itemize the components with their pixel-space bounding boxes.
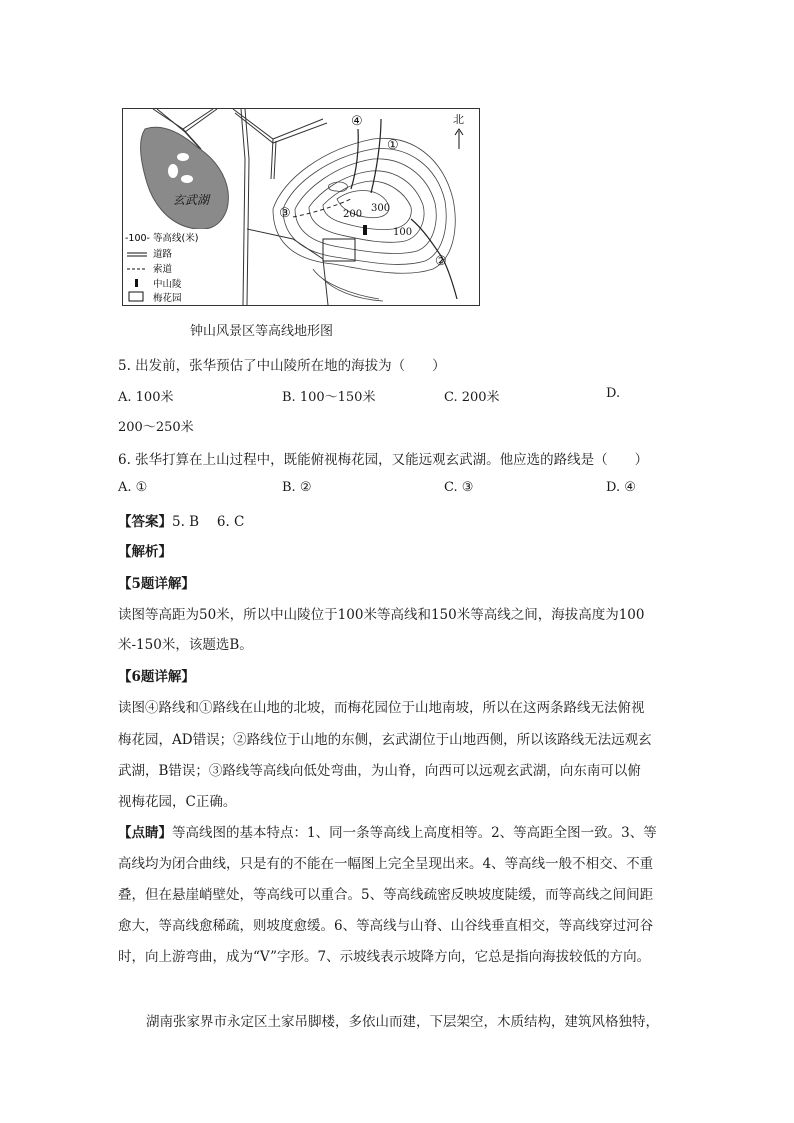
north-arrow-icon <box>455 129 463 149</box>
legend-text-road: 道路 <box>153 249 173 260</box>
q5-detail-label: 【5题详解】 <box>118 576 195 592</box>
answer-label: 【答案】 <box>118 514 172 530</box>
q5-option-c: C. 200米 <box>444 390 500 405</box>
contour-label-100: 100 <box>393 227 413 238</box>
q6-detail-line-2: 梅花园，AD错误；②路线位于山地的东侧，玄武湖位于山地西侧，所以该路线无法远观玄 <box>118 732 652 748</box>
q6-option-d: D. ④ <box>606 480 636 495</box>
tips-text-1: 等高线图的基本特点：1、同一条等高线上高度相等。2、等高距全图一致。3、等 <box>172 825 657 841</box>
route-label-2: ② <box>435 254 447 269</box>
contour-label-200: 200 <box>343 209 363 220</box>
q6-detail-label: 【6题详解】 <box>118 669 195 685</box>
q5-option-d-value: 200～250米 <box>118 420 194 435</box>
legend-text-mausoleum: 中山陵 <box>153 279 182 290</box>
answer-line <box>118 510 244 530</box>
q5-detail-line-1: 读图等高距为50米，所以中山陵位于100米等高线和150米等高线之间，海拔高度为100 <box>118 607 645 623</box>
q5-option-b: B. 100～150米 <box>282 390 376 405</box>
route-label-4: ④ <box>351 114 363 129</box>
contour-map-figure <box>122 108 480 306</box>
tips-line-2: 高线均为闭合曲线，只是有的不能在一幅图上完全呈现出来。4、等高线一般不相交、不重 <box>118 856 654 872</box>
q6-option-c: C. ③ <box>444 480 474 495</box>
mausoleum-marker <box>363 225 367 235</box>
route-label-3: ③ <box>279 206 291 221</box>
map-caption: 钟山风景区等高线地形图 <box>190 324 334 339</box>
map-legend <box>123 229 241 305</box>
tips-line-5: 时，向上游弯曲，成为“V”字形。7、示坡线表示坡降方向，它总是指向海拔较低的方向。 <box>118 949 651 965</box>
tips-line-1 <box>118 821 657 841</box>
route-label-1: ① <box>387 138 399 153</box>
next-passage: 湖南张家界市永定区土家吊脚楼，多依山而建，下层架空，木质结构，建筑风格独特， <box>146 1014 659 1030</box>
q6-detail-line-4: 视梅花园，C正确。 <box>118 794 237 810</box>
answer-text: 5. B 6. C <box>172 514 245 530</box>
legend-text-cableway: 索道 <box>153 264 173 275</box>
q6-detail-line-3: 武湖，B错误；③路线等高线向低处弯曲，为山脊，向西可以远观玄武湖，向东南可以俯 <box>118 763 641 779</box>
contour-map <box>123 109 479 305</box>
question-5-stem: 5. 出发前，张华预估了中山陵所在地的海拔为（ ） <box>118 358 446 374</box>
q5-detail-line-2: 米-150米，该题选B。 <box>118 637 253 653</box>
lake-label: 玄武湖 <box>173 193 210 207</box>
tips-line-3: 叠，但在悬崖峭壁处，等高线可以重合。5、等高线疏密反映坡度陡缓，而等高线之间间距 <box>118 887 654 903</box>
q6-option-b: B. ② <box>282 480 312 495</box>
north-label: 北 <box>453 113 464 126</box>
legend-text-plum-garden: 梅花园 <box>153 293 182 304</box>
tips-label: 【点睛】 <box>118 825 172 841</box>
q6-option-a: A. ① <box>118 480 148 495</box>
q5-option-a: A. 100米 <box>118 390 174 405</box>
q6-detail-line-1: 读图④路线和①路线在山地的北坡，而梅花园位于山地南坡，所以在这两条路线无法俯视 <box>118 700 645 716</box>
legend-text-contour: 等高线(米) <box>153 233 199 244</box>
contour-label-300: 300 <box>371 203 391 214</box>
q5-option-d: D. <box>606 386 621 401</box>
tips-line-4: 愈大，等高线愈稀疏，则坡度愈缓。6、等高线与山脊、山谷线垂直相交，等高线穿过河谷 <box>118 918 654 934</box>
question-6-stem: 6. 张华打算在上山过程中，既能俯视梅花园，又能远观玄武湖。他应选的路线是（ ） <box>118 452 649 468</box>
analysis-label: 【解析】 <box>118 544 172 560</box>
legend-symbol-contour: -100- <box>125 233 150 244</box>
